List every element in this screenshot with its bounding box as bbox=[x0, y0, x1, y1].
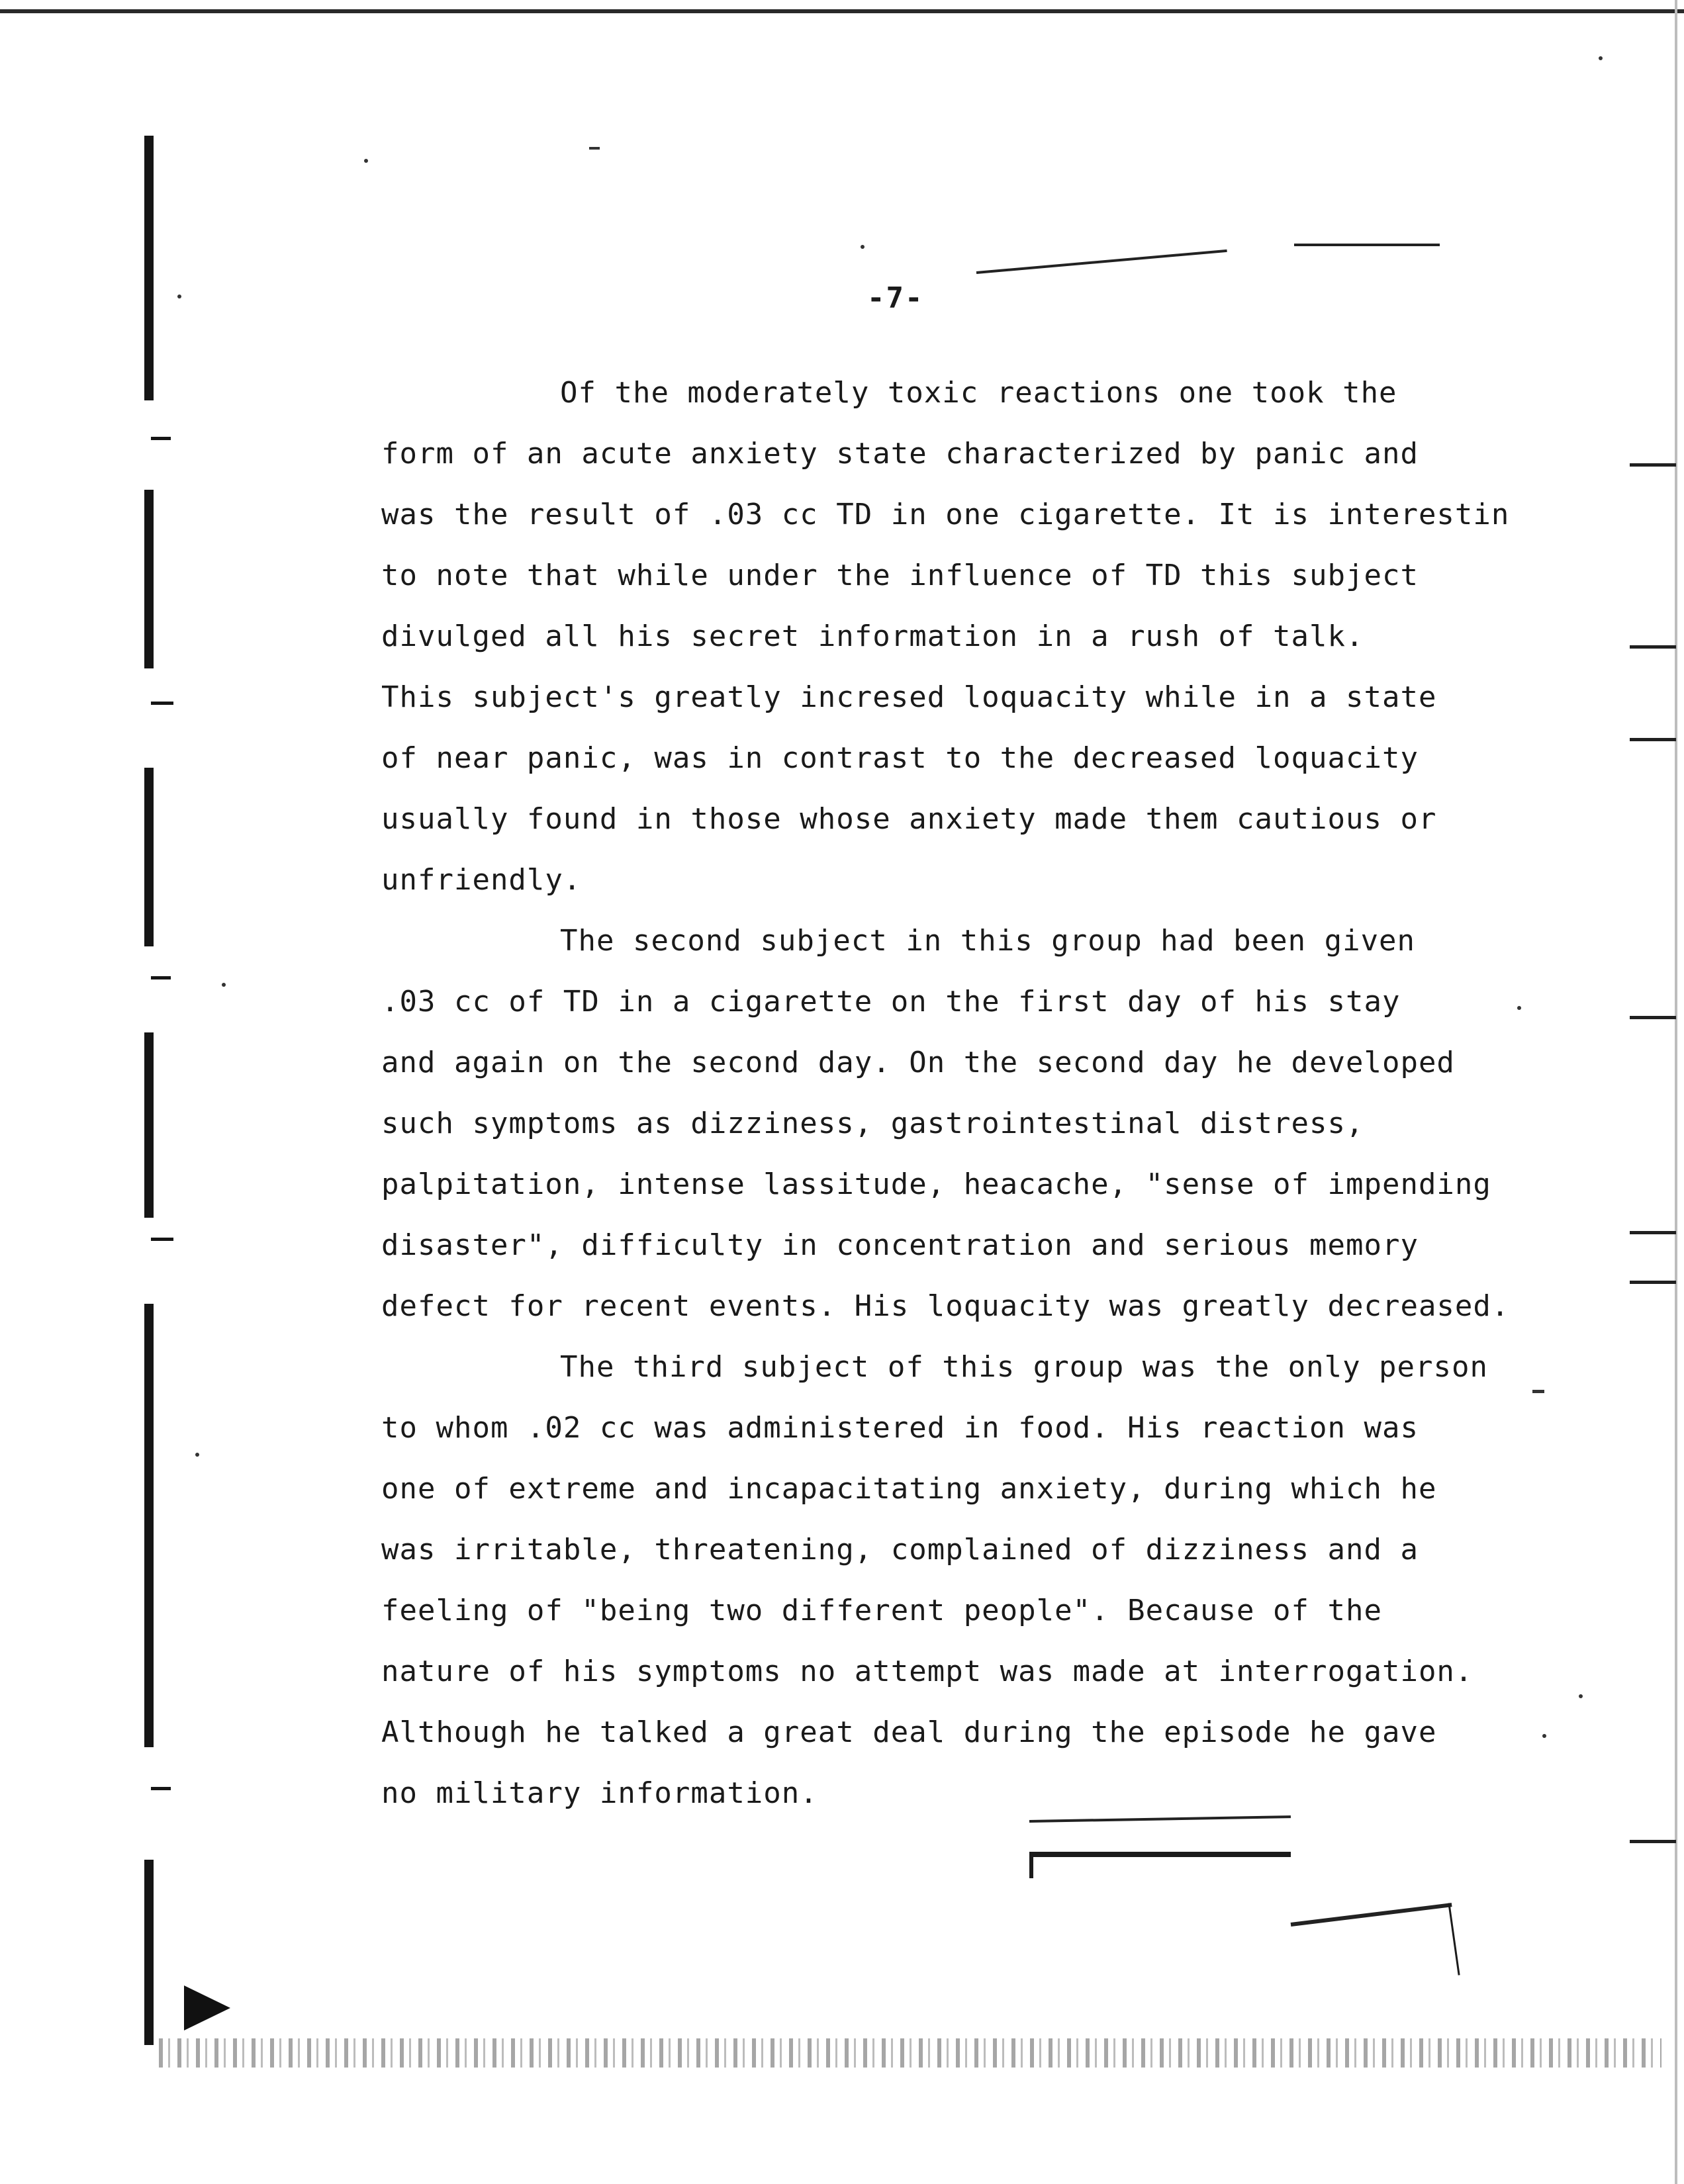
page-number: -7- bbox=[867, 281, 924, 315]
body-text bbox=[381, 363, 1553, 1824]
scan-speck bbox=[364, 159, 368, 163]
text-line: usually found in those whose anxiety made them cautious or bbox=[381, 802, 1437, 836]
text-line: to whom .02 cc was administered in food. His reaction was bbox=[381, 1411, 1419, 1445]
right-margin-dash bbox=[1630, 1281, 1676, 1284]
binder-bar bbox=[144, 1304, 154, 1747]
text-line: such symptoms as dizziness, gastrointestinal distress, bbox=[381, 1107, 1364, 1140]
scan-noise-strip bbox=[159, 2038, 1661, 2068]
binder-bar bbox=[144, 136, 154, 400]
text-line: The second subject in this group had been given bbox=[560, 924, 1416, 958]
text-line: nature of his symptoms no attempt was made at interrogation. bbox=[381, 1655, 1474, 1688]
text-line: divulged all his secret information in a rush of talk. bbox=[381, 619, 1364, 653]
right-margin-dash bbox=[1630, 1231, 1676, 1234]
text-line: feeling of "being two different people". Because of the bbox=[381, 1594, 1382, 1627]
right-margin-dash bbox=[1630, 1840, 1676, 1843]
scan-speck bbox=[222, 983, 226, 987]
binder-tick bbox=[151, 1238, 173, 1241]
text-line: of near panic, was in contrast to the decreased loquacity bbox=[381, 741, 1419, 775]
text-line: and again on the second day. On the second day he developed bbox=[381, 1046, 1455, 1079]
text-line: .03 cc of TD in a cigarette on the first day of his stay bbox=[381, 985, 1401, 1019]
binder-tick bbox=[151, 437, 171, 440]
scan-speck bbox=[177, 295, 181, 298]
corner-bracket bbox=[1029, 1852, 1033, 1878]
binder-tick bbox=[151, 702, 173, 705]
text-line: no military information. bbox=[381, 1776, 818, 1810]
pen-stroke bbox=[976, 250, 1227, 274]
scan-speck bbox=[861, 245, 865, 249]
right-margin-dash bbox=[1630, 463, 1676, 467]
text-line: one of extreme and incapacitating anxiety, during which he bbox=[381, 1472, 1437, 1506]
scan-speck bbox=[1579, 1694, 1583, 1698]
text-line: was the result of .03 cc TD in one cigarette. It is interestin bbox=[381, 498, 1510, 531]
pen-stroke bbox=[1294, 244, 1440, 246]
pen-stroke bbox=[1291, 1903, 1452, 1927]
scan-top-border bbox=[0, 9, 1684, 13]
text-line: unfriendly. bbox=[381, 863, 582, 897]
text-line: Of the moderately toxic reactions one took the bbox=[560, 376, 1397, 410]
text-line: The third subject of this group was the only person bbox=[560, 1350, 1489, 1384]
right-margin-dash bbox=[1630, 1016, 1676, 1019]
pen-stroke-vertical bbox=[1448, 1903, 1460, 1975]
scan-speck bbox=[1599, 56, 1603, 60]
text-line: defect for recent events. His loquacity was greatly decreased. bbox=[381, 1289, 1510, 1323]
scan-speck bbox=[589, 147, 600, 150]
arrow-marker-icon bbox=[184, 1985, 230, 2030]
text-line: palpitation, intense lassitude, heacache, "sense of impending bbox=[381, 1167, 1491, 1201]
corner-bracket bbox=[1029, 1852, 1291, 1857]
text-line: form of an acute anxiety state characterized by panic and bbox=[381, 437, 1419, 471]
right-margin-dash bbox=[1630, 645, 1676, 649]
binder-tick bbox=[151, 976, 171, 979]
text-line: to note that while under the influence of TD this subject bbox=[381, 559, 1419, 592]
scan-right-edge bbox=[1675, 0, 1677, 2184]
binder-tick bbox=[151, 1787, 171, 1790]
scan-speck bbox=[195, 1453, 199, 1457]
binder-bar bbox=[144, 1032, 154, 1218]
text-line: disaster", difficulty in concentration and serious memory bbox=[381, 1228, 1419, 1262]
text-line: Although he talked a great deal during the episode he gave bbox=[381, 1715, 1437, 1749]
text-line: was irritable, threatening, complained of dizziness and a bbox=[381, 1533, 1419, 1567]
binder-bar bbox=[144, 768, 154, 946]
text-line: This subject's greatly incresed loquacity while in a state bbox=[381, 680, 1437, 714]
binder-bar bbox=[144, 490, 154, 668]
binder-bar bbox=[144, 1860, 154, 2045]
right-margin-dash bbox=[1630, 738, 1676, 741]
